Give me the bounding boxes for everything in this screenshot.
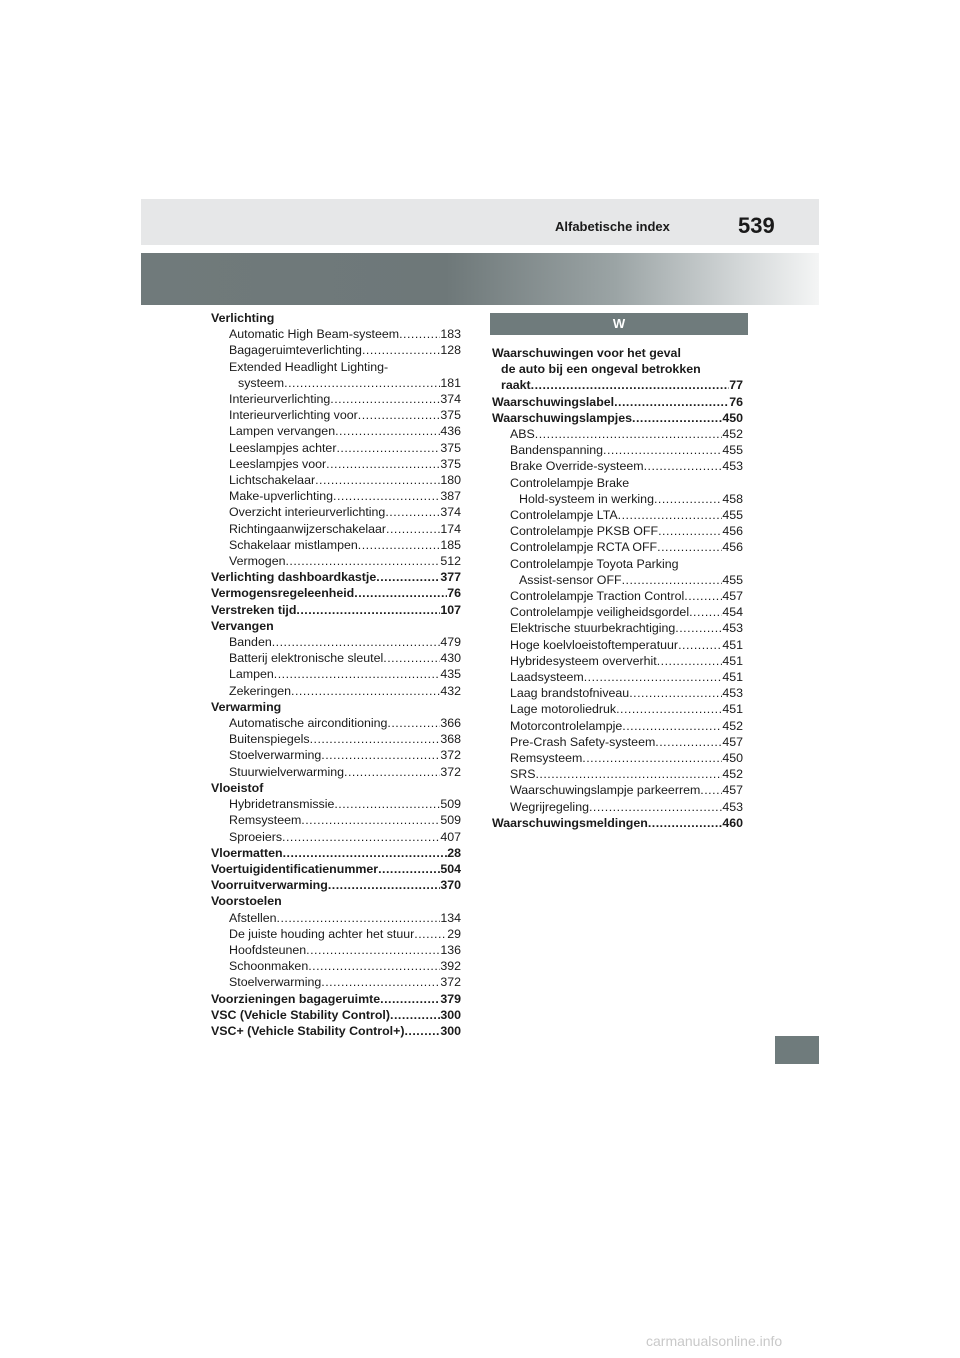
index-entry — [492, 491, 743, 507]
index-entry — [211, 1007, 461, 1023]
page-title: Alfabetische index — [555, 219, 670, 234]
dot-leader — [283, 845, 448, 861]
index-page-number: 379 — [440, 991, 461, 1006]
dot-leader — [380, 991, 440, 1007]
index-entry-text: Controlelampje Brake — [510, 475, 630, 490]
index-entry-text: Lampen — [229, 667, 274, 682]
index-page-number: 479 — [440, 635, 461, 650]
index-entry-text: Afstellen — [229, 910, 277, 925]
dot-leader — [291, 683, 440, 699]
index-page-number: 76 — [447, 586, 461, 601]
index-entry — [211, 764, 461, 780]
index-entry — [492, 799, 743, 815]
index-page-number: 457 — [722, 783, 743, 798]
dot-leader — [404, 1023, 440, 1039]
index-entry — [211, 829, 461, 845]
index-entry-text: Hold-systeem in werking — [519, 491, 654, 506]
dot-leader — [614, 394, 729, 410]
dot-leader — [531, 377, 730, 393]
index-entry — [211, 618, 461, 634]
index-page-number: 452 — [722, 767, 743, 782]
index-page-number: 451 — [722, 670, 743, 685]
index-entry-text: Controlelampje Traction Control — [510, 589, 685, 604]
index-entry-text: Voorstoelen — [211, 894, 282, 909]
dot-leader — [282, 829, 440, 845]
index-page-number: 185 — [440, 537, 461, 552]
index-entry-text: Controlelampje Toyota Parking — [510, 556, 679, 571]
dot-leader — [301, 812, 440, 828]
dot-leader — [310, 731, 441, 747]
index-entry-text: Leeslampjes voor — [229, 456, 327, 471]
dot-leader — [308, 958, 440, 974]
index-entry-text: Automatic High Beam-systeem — [229, 327, 400, 342]
index-entry-text: Leeslampjes achter — [229, 440, 337, 455]
dot-leader — [358, 407, 441, 423]
index-entry — [492, 766, 743, 782]
index-page-number: 456 — [722, 524, 743, 539]
dot-leader — [618, 507, 723, 523]
index-entry — [211, 472, 461, 488]
index-entry — [492, 669, 743, 685]
index-entry-text: de auto bij een ongeval betrokken — [501, 362, 701, 377]
index-entry — [211, 942, 461, 958]
index-entry-text: Schakelaar mistlampen — [229, 537, 358, 552]
dot-leader — [390, 1007, 440, 1023]
index-entry-text: Vermogen — [229, 554, 286, 569]
header-band — [141, 199, 819, 245]
index-page-number: 300 — [440, 1007, 461, 1022]
index-page-number: 387 — [440, 489, 461, 504]
index-page-number: 430 — [440, 651, 461, 666]
dot-leader — [330, 391, 440, 407]
dot-leader — [306, 942, 440, 958]
index-page-number: 183 — [440, 327, 461, 342]
index-entry — [492, 458, 743, 474]
index-page-number: 372 — [440, 975, 461, 990]
index-page-number: 512 — [440, 554, 461, 569]
index-column-left — [211, 310, 461, 1039]
dot-leader — [274, 666, 441, 682]
index-entry — [211, 780, 461, 796]
index-entry-text: Controlelampje veiligheidsgordel — [510, 605, 690, 620]
index-entry — [492, 588, 743, 604]
index-page-number: 375 — [440, 456, 461, 471]
index-page-number: 435 — [440, 667, 461, 682]
index-entry — [211, 650, 461, 666]
index-page-number: 134 — [440, 910, 461, 925]
index-entry — [492, 620, 743, 636]
index-entry — [492, 556, 743, 572]
index-entry — [492, 637, 743, 653]
index-entry-text: Buitenspiegels — [229, 732, 310, 747]
index-entry-text: VSC (Vehicle Stability Control) — [211, 1007, 391, 1022]
dot-leader — [622, 718, 722, 734]
index-entry — [211, 796, 461, 812]
index-entry-text: Lampen vervangen — [229, 424, 336, 439]
dot-leader — [385, 504, 440, 520]
index-entry-text: Overzicht interieurverlichting — [229, 505, 386, 520]
dot-leader — [387, 715, 440, 731]
index-entry — [492, 734, 743, 750]
dot-leader — [622, 572, 723, 588]
dot-leader — [399, 326, 440, 342]
index-entry-text: Sproeiers — [229, 829, 283, 844]
index-page-number: 453 — [722, 621, 743, 636]
index-entry — [492, 685, 743, 701]
index-entry — [492, 426, 743, 442]
index-entry — [492, 572, 743, 588]
index-entries-w — [492, 345, 743, 831]
index-entry-text: Extended Headlight Lighting- — [229, 359, 389, 374]
index-entry — [492, 507, 743, 523]
index-entry — [492, 653, 743, 669]
index-page-number: 181 — [440, 375, 461, 390]
index-entry-text: Voertuigidentificatienummer — [211, 861, 379, 876]
dot-leader — [321, 974, 440, 990]
index-page-number: 368 — [440, 732, 461, 747]
index-page-number: 455 — [722, 508, 743, 523]
dot-leader — [535, 426, 723, 442]
index-entry — [211, 326, 461, 342]
index-page-number: 366 — [440, 716, 461, 731]
index-entry — [211, 991, 461, 1007]
index-entry-text: Waarschuwingslampje parkeerrem — [510, 783, 701, 798]
index-entry-text: Assist-sensor OFF — [519, 572, 622, 587]
index-page-number: 451 — [722, 653, 743, 668]
index-entry-text: Schoonmaken — [229, 959, 309, 974]
dot-leader — [362, 342, 440, 358]
index-page-number: 460 — [722, 815, 743, 830]
index-page-number: 450 — [722, 751, 743, 766]
index-entry-text: Pre-Crash Safety-systeem — [510, 734, 656, 749]
index-entry-text: Verlichting dashboardkastje — [211, 570, 377, 585]
dot-leader — [328, 877, 440, 893]
index-entry-text: Lage motoroliedruk — [510, 702, 617, 717]
index-page-number: 28 — [447, 845, 461, 860]
index-entry — [211, 456, 461, 472]
index-page-number: 372 — [440, 748, 461, 763]
index-entry-text: Brake Override-systeem — [510, 459, 644, 474]
index-entry — [492, 410, 743, 426]
index-entry — [211, 342, 461, 358]
index-page-number: 452 — [722, 718, 743, 733]
index-side-tab — [775, 1036, 819, 1064]
watermark-text: carmanualsonline.info — [646, 1333, 783, 1349]
decorative-gradient-band — [141, 253, 819, 305]
index-entry-text: Voorruitverwarming — [211, 878, 328, 893]
index-entry-text: Remsysteem — [229, 813, 302, 828]
index-page-number: 107 — [440, 602, 461, 617]
index-entry — [492, 539, 743, 555]
dot-leader — [648, 815, 722, 831]
dot-leader — [584, 669, 723, 685]
index-entry — [492, 394, 743, 410]
index-page-number: 457 — [722, 734, 743, 749]
dot-leader — [632, 410, 722, 426]
index-entry — [211, 391, 461, 407]
index-entry — [211, 683, 461, 699]
dot-leader — [284, 375, 440, 391]
index-page-number: 76 — [729, 394, 743, 409]
index-entry — [211, 359, 461, 375]
index-entry — [492, 701, 743, 717]
dot-leader — [378, 861, 440, 877]
index-entry — [492, 377, 743, 393]
index-entry-text: Interieurverlichting voor — [229, 408, 358, 423]
dot-leader — [334, 796, 440, 812]
index-entry — [492, 442, 743, 458]
index-entry — [211, 504, 461, 520]
index-entry — [211, 747, 461, 763]
index-entry — [492, 718, 743, 734]
dot-leader — [358, 537, 441, 553]
index-entry-text: Bagageruimteverlichting — [229, 343, 362, 358]
index-entry — [211, 602, 461, 618]
dot-leader — [383, 650, 440, 666]
index-page-number: 375 — [440, 440, 461, 455]
index-entry-text: Bandenspanning — [510, 443, 604, 458]
index-entry-text: Voorzieningen bagageruimte — [211, 991, 381, 1006]
index-entry-text: Waarschuwingen voor het geval — [492, 346, 681, 360]
dot-leader — [296, 602, 440, 618]
index-entry — [211, 440, 461, 456]
index-page-number: 504 — [440, 861, 461, 876]
dot-leader — [336, 440, 440, 456]
dot-leader — [321, 747, 440, 763]
index-entry — [211, 553, 461, 569]
index-entry — [492, 815, 743, 831]
index-entry-text: Banden — [229, 635, 272, 650]
dot-leader — [644, 458, 723, 474]
index-entry-text: De juiste houding achter het stuur — [229, 926, 415, 941]
index-entry-text: Waarschuwingslampjes — [492, 410, 633, 425]
dot-leader — [684, 588, 722, 604]
index-page-number: 453 — [722, 459, 743, 474]
index-page-number: 136 — [440, 942, 461, 957]
index-page-number: 455 — [722, 572, 743, 587]
index-page-number: 377 — [440, 570, 461, 585]
index-entry-text: raakt — [501, 378, 531, 393]
index-page-number: 407 — [440, 829, 461, 844]
index-entry — [211, 375, 461, 391]
index-entry-text: Hoofdsteunen — [229, 942, 307, 957]
index-page-number: 300 — [440, 1023, 461, 1038]
dot-leader — [655, 734, 722, 750]
index-page-number: 458 — [722, 491, 743, 506]
index-page-number: 451 — [722, 702, 743, 717]
index-entry-text: Vervangen — [211, 618, 274, 633]
dot-leader — [414, 926, 447, 942]
index-entry-text: Verstreken tijd — [211, 602, 297, 617]
index-entry-text: Stoelverwarming — [229, 748, 322, 763]
index-page-number: 180 — [440, 473, 461, 488]
index-entry — [492, 750, 743, 766]
index-entry — [211, 926, 461, 942]
index-page-number: 370 — [440, 878, 461, 893]
index-page-number: 450 — [722, 410, 743, 425]
index-entry — [211, 715, 461, 731]
index-entry-text: Richtingaanwijzerschakelaar — [229, 521, 387, 536]
dot-leader — [354, 585, 447, 601]
dot-leader — [658, 523, 722, 539]
index-page-number: 453 — [722, 686, 743, 701]
index-entry — [211, 634, 461, 650]
index-entry — [211, 1023, 461, 1039]
index-entry — [492, 475, 743, 491]
index-entry-text: Lichtschakelaar — [229, 473, 316, 488]
index-entry-text: VSC+ (Vehicle Stability Control+) — [211, 1023, 405, 1038]
index-entry — [211, 910, 461, 926]
dot-leader — [700, 782, 722, 798]
index-page-number: 455 — [722, 443, 743, 458]
index-entry-text: Controlelampje PKSB OFF — [510, 524, 659, 539]
index-entry-text: Remsysteem — [510, 751, 583, 766]
index-page-number: 374 — [440, 392, 461, 407]
index-entry-text: Waarschuwingsmeldingen — [492, 815, 648, 830]
index-entry-text: Wegrijregeling — [510, 799, 589, 814]
dot-leader — [689, 604, 722, 620]
dot-leader — [616, 701, 722, 717]
index-entry-text: Waarschuwingslabel — [492, 394, 615, 409]
dot-leader — [603, 442, 722, 458]
index-column-right — [492, 310, 743, 831]
index-page-number: 453 — [722, 799, 743, 814]
dot-leader — [657, 539, 722, 555]
index-page-number: 374 — [440, 505, 461, 520]
index-entry — [211, 699, 461, 715]
index-entry — [492, 604, 743, 620]
index-page-number: 392 — [440, 959, 461, 974]
dot-leader — [326, 456, 440, 472]
index-page-number: 375 — [440, 408, 461, 423]
index-page-number: 452 — [722, 427, 743, 442]
index-entry — [211, 812, 461, 828]
index-entry — [211, 861, 461, 877]
index-entry — [211, 521, 461, 537]
index-page-number: 436 — [440, 424, 461, 439]
dot-leader — [285, 553, 440, 569]
index-page-number: 432 — [440, 683, 461, 698]
dot-leader — [675, 620, 722, 636]
index-page-number: 77 — [729, 378, 743, 393]
index-entry — [492, 523, 743, 539]
dot-leader — [277, 910, 441, 926]
index-entry-text: Vermogensregeleenheid — [211, 586, 355, 601]
index-entry-text: Batterij elektronische sleutel — [229, 651, 384, 666]
page-number: 539 — [738, 213, 775, 238]
index-entry-text: Elektrische stuurbekrachtiging — [510, 621, 676, 636]
index-entry — [211, 731, 461, 747]
index-entry — [211, 974, 461, 990]
dot-leader — [535, 766, 722, 782]
dot-leader — [589, 799, 722, 815]
index-entry-text: Laag brandstofniveau — [510, 686, 630, 701]
index-entry — [492, 782, 743, 798]
dot-leader — [386, 521, 440, 537]
index-page-number: 372 — [440, 764, 461, 779]
dot-leader — [335, 423, 440, 439]
dot-leader — [315, 472, 440, 488]
index-entry — [211, 877, 461, 893]
index-entry-text: SRS — [510, 767, 536, 782]
index-entry-text: Vloermatten — [211, 845, 283, 860]
index-entry — [211, 585, 461, 601]
index-entry — [211, 537, 461, 553]
dot-leader — [678, 637, 722, 653]
index-entry — [211, 407, 461, 423]
index-entry — [492, 361, 743, 377]
index-page-number: 457 — [722, 589, 743, 604]
index-entry-text: Motorcontrolelampje — [510, 718, 623, 733]
index-entry-text: Verwarming — [211, 699, 282, 714]
index-entry — [211, 310, 461, 326]
index-entry-text: systeem — [238, 375, 285, 390]
index-page-number: 29 — [447, 926, 461, 941]
index-entry — [211, 488, 461, 504]
dot-leader — [657, 653, 723, 669]
index-entry-text: Controlelampje RCTA OFF — [510, 540, 658, 555]
index-entry-text: Stoelverwarming — [229, 975, 322, 990]
dot-leader — [344, 764, 440, 780]
dot-leader — [272, 634, 441, 650]
index-entry — [211, 893, 461, 909]
section-letter-bar: W — [490, 313, 748, 335]
index-page-number: 509 — [440, 813, 461, 828]
index-entry-text: Hoge koelvloeistoftemperatuur — [510, 637, 679, 652]
index-entry-text: Zekeringen — [229, 683, 291, 698]
index-entry-text: Stuurwielverwarming — [229, 764, 344, 779]
index-entry-text: Make-upverlichting — [229, 489, 333, 504]
index-entry — [211, 569, 461, 585]
index-entry — [211, 423, 461, 439]
index-entry-text: Hybridesysteem oververhit — [510, 653, 657, 668]
dot-leader — [629, 685, 722, 701]
index-page-number: 451 — [722, 637, 743, 652]
index-entry — [492, 345, 743, 361]
dot-leader — [376, 569, 440, 585]
index-page-number: 454 — [722, 605, 743, 620]
index-entry-text: Verlichting — [211, 311, 275, 325]
index-entry — [211, 845, 461, 861]
index-entry-text: ABS — [510, 427, 535, 442]
index-entry — [211, 958, 461, 974]
index-entry — [211, 666, 461, 682]
dot-leader — [654, 491, 722, 507]
index-page-number: 174 — [440, 521, 461, 536]
dot-leader — [582, 750, 722, 766]
index-entry-text: Interieurverlichting — [229, 392, 331, 407]
index-page-number: 456 — [722, 540, 743, 555]
index-entry-text: Vloeistof — [211, 780, 264, 795]
index-page-number: 128 — [440, 343, 461, 358]
dot-leader — [333, 488, 440, 504]
index-entry-text: Controlelampje LTA — [510, 508, 618, 523]
index-entry-text: Hybridetransmissie — [229, 797, 335, 812]
index-entry-text: Laadsysteem — [510, 670, 584, 685]
index-page-number: 509 — [440, 797, 461, 812]
index-entry-text: Automatische airconditioning — [229, 716, 388, 731]
